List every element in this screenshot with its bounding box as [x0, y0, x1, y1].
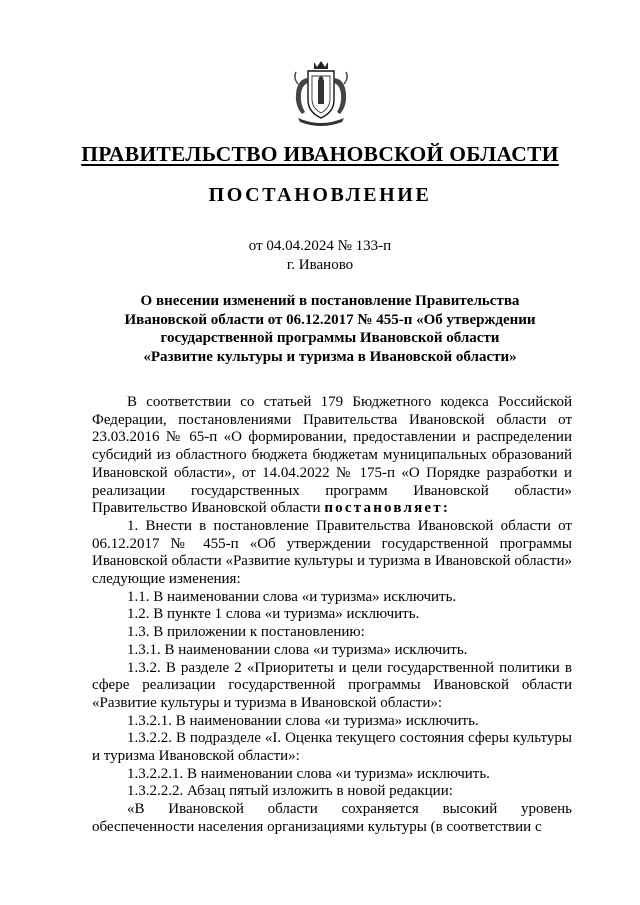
body-paragraph: 1.3.2. В разделе 2 «Приоритеты и цели государственной политики в сфере реализации государственной программы Ивановской области «Развитие культуры и туризма в Ивановской области»: [92, 659, 572, 711]
body-paragraph: 1.3.1. В наименовании слова «и туризма» исключить. [127, 641, 468, 658]
body-paragraph: 1.3. В приложении к постановлению: [127, 624, 365, 641]
document-type: ПОСТАНОВЛЕНИЕ [208, 184, 432, 206]
intro-paragraph [92, 394, 572, 518]
body-paragraph: 1.3.2.1. В наименовании слова «и туризма» исключить. [127, 712, 479, 729]
body-paragraph: 1.3.2.2.1. В наименовании слова «и туризма» исключить. [127, 765, 490, 782]
government-title: ПРАВИТЕЛЬСТВО ИВАНОВСКОЙ ОБЛАСТИ [81, 142, 559, 166]
heading-line: государственной программы Ивановской области [160, 330, 500, 346]
heading-line: О внесении изменений в постановление Правительства [140, 293, 520, 309]
document-city: г. Иваново [286, 257, 354, 273]
heading-line: «Развитие культуры и туризма в Ивановской области» [143, 348, 517, 365]
body-paragraph: 1.1. В наименовании слова «и туризма» исключить. [127, 588, 457, 605]
heading-line: Ивановской области от 06.12.2017 № 455-п «Об утверждении [124, 311, 536, 328]
body-paragraph: 1.2. В пункте 1 слова «и туризма» исключить. [127, 606, 420, 623]
intro-text: В соответствии со статьей 179 Бюджетного кодекса Российской Федерации, постановлениями Правительства Ивановской области от 23.03.2016 № 65-п «О формировании, предоставлении и распределении субсидий из областного бюджета бюджетам муниципальных образований Ивановской области», от 14.04.2022 № 175-п «О Порядке разработки и реализации государственных программ Ивановской области» Правительство Ивановской области [92, 394, 572, 517]
body-paragraph: 1.3.2.2. В подразделе «I. Оценка текущего состояния сферы культуры и туризма Ивановской области»: [92, 730, 572, 765]
body-paragraph: 1. Внести в постановление Правительства Ивановской области от 06.12.2017 № 455-п «Об утверждении государственной программы Ивановской области «Развитие культуры и туризма в Ивановской области» следующие изменения: [92, 517, 572, 588]
document-date-number: от 04.04.2024 № 133-п [248, 238, 392, 254]
document-heading [80, 292, 580, 366]
decree-word: постановляет: [324, 500, 451, 517]
body-paragraph: «В Ивановской области сохраняется высокий уровень обеспеченности населения организациями культуры (в соответствии с [92, 801, 572, 835]
document-body [92, 394, 572, 837]
body-paragraph: 1.3.2.2.2. Абзац пятый изложить в новой редакции: [127, 783, 453, 800]
coat-of-arms-icon [290, 58, 352, 128]
